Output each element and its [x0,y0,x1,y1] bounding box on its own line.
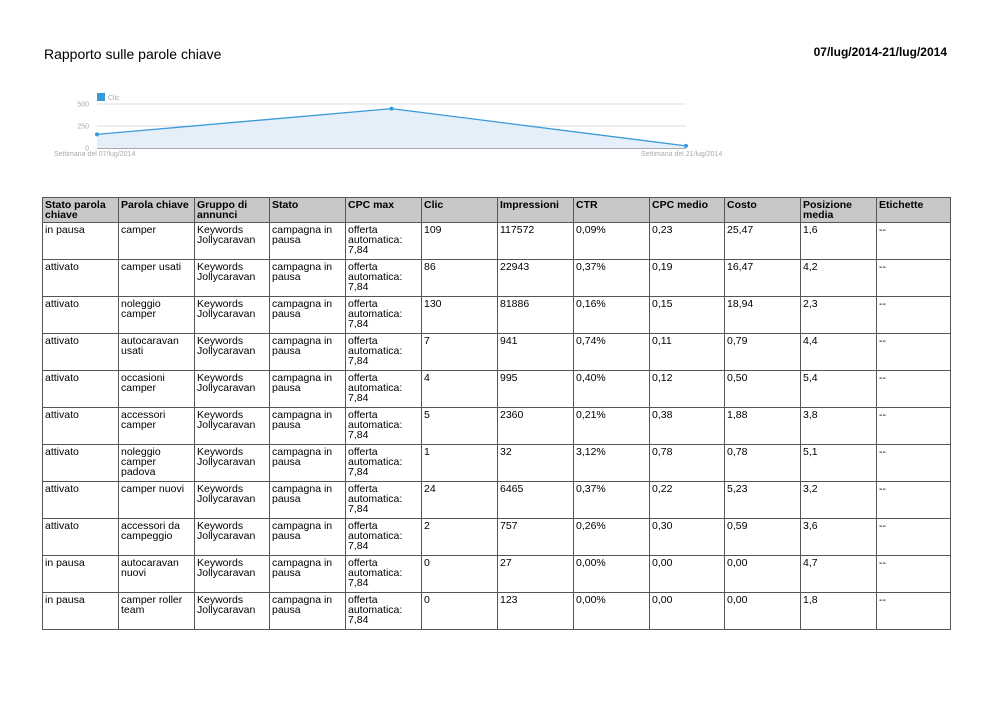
table-cell: 0,00 [650,593,725,630]
table-cell: attivato [43,371,119,408]
table-cell: accessori camper [119,408,195,445]
table-cell: 0,00% [574,593,650,630]
table-cell: 22943 [498,260,574,297]
table-cell: campagna in pausa [270,519,346,556]
table-cell: campagna in pausa [270,260,346,297]
clicks-area [97,109,686,148]
table-cell: Keywords Jollycaravan [195,556,270,593]
table-cell: 0,79 [725,334,801,371]
table-row [43,297,951,334]
table-cell: campagna in pausa [270,297,346,334]
table-cell: 32 [498,445,574,482]
table-cell: 4,4 [801,334,877,371]
table-cell: 0,50 [725,371,801,408]
table-cell: 7 [422,334,498,371]
table-cell: 5,23 [725,482,801,519]
table-cell: 0,40% [574,371,650,408]
table-cell: 0,30 [650,519,725,556]
table-cell: 16,47 [725,260,801,297]
table-cell: campagna in pausa [270,593,346,630]
table-cell: offerta automatica: 7,84 [346,556,422,593]
table-cell: in pausa [43,593,119,630]
table-cell: 4,7 [801,556,877,593]
table-cell: 3,12% [574,445,650,482]
table-cell: campagna in pausa [270,556,346,593]
table-cell: Keywords Jollycaravan [195,334,270,371]
table-cell: occasioni camper [119,371,195,408]
table-cell: autocaravan nuovi [119,556,195,593]
table-cell: offerta automatica: 7,84 [346,297,422,334]
table-cell: offerta automatica: 7,84 [346,482,422,519]
table-cell: 0,00 [725,556,801,593]
table-cell: offerta automatica: 7,84 [346,223,422,260]
table-row [43,482,951,519]
table-cell: 2,3 [801,297,877,334]
data-point-1 [390,107,394,111]
table-row [43,371,951,408]
table-cell: 5 [422,408,498,445]
table-cell: 3,8 [801,408,877,445]
table-cell: 3,2 [801,482,877,519]
table-cell: noleggio camper [119,297,195,334]
table-cell: 1,6 [801,223,877,260]
table-cell: 109 [422,223,498,260]
table-row [43,408,951,445]
table-cell: -- [877,556,951,593]
table-cell: 0 [422,556,498,593]
table-cell: 3,6 [801,519,877,556]
table-cell: 0,74% [574,334,650,371]
column-header: Stato [270,198,346,223]
table-cell: 18,94 [725,297,801,334]
column-header: Gruppo di annunci [195,198,270,223]
table-cell: 0,00 [650,556,725,593]
table-cell: 0,21% [574,408,650,445]
table-cell: 941 [498,334,574,371]
table-cell: 0,15 [650,297,725,334]
table-cell: campagna in pausa [270,482,346,519]
table-cell: -- [877,482,951,519]
table-cell: attivato [43,482,119,519]
table-cell: campagna in pausa [270,445,346,482]
table-cell: offerta automatica: 7,84 [346,445,422,482]
table-row [43,260,951,297]
table-cell: 0,11 [650,334,725,371]
data-point-2 [684,144,688,148]
table-cell: campagna in pausa [270,408,346,445]
table-cell: 0,16% [574,297,650,334]
table-cell: -- [877,519,951,556]
table-cell: 0,26% [574,519,650,556]
table-cell: 1,88 [725,408,801,445]
table-cell: campagna in pausa [270,371,346,408]
report-title: Rapporto sulle parole chiave [44,46,222,62]
table-cell: accessori da campeggio [119,519,195,556]
table-cell: attivato [43,408,119,445]
table-cell: -- [877,593,951,630]
table-cell: 6465 [498,482,574,519]
y-tick-label: 0 [85,145,89,153]
table-cell: 1,8 [801,593,877,630]
table-cell: -- [877,223,951,260]
keyword-table [42,197,951,630]
column-header: Impressioni [498,198,574,223]
table-cell: -- [877,371,951,408]
table-cell: 2360 [498,408,574,445]
table-cell: 117572 [498,223,574,260]
table-cell: attivato [43,445,119,482]
table-cell: 0,09% [574,223,650,260]
table-cell: Keywords Jollycaravan [195,519,270,556]
table-cell: 0,12 [650,371,725,408]
table-cell: -- [877,297,951,334]
table-cell: camper nuovi [119,482,195,519]
legend-swatch [97,93,105,101]
table-cell: 0,38 [650,408,725,445]
column-header: CPC medio [650,198,725,223]
table-cell: 5,4 [801,371,877,408]
table-cell: offerta automatica: 7,84 [346,371,422,408]
table-cell: 0,00% [574,556,650,593]
table-cell: -- [877,334,951,371]
table-cell: attivato [43,297,119,334]
table-cell: 2 [422,519,498,556]
date-range: 07/lug/2014-21/lug/2014 [813,45,947,59]
table-cell: Keywords Jollycaravan [195,223,270,260]
table-cell: 0,59 [725,519,801,556]
table-row [43,519,951,556]
table-cell: 0,00 [725,593,801,630]
table-cell: Keywords Jollycaravan [195,371,270,408]
table-cell: autocaravan usati [119,334,195,371]
column-header: Stato parola chiave [43,198,119,223]
column-header: CTR [574,198,650,223]
table-cell: -- [877,445,951,482]
legend-label: Clic [108,95,120,102]
table-cell: Keywords Jollycaravan [195,260,270,297]
column-header: Etichette [877,198,951,223]
table-cell: 24 [422,482,498,519]
table-cell: 757 [498,519,574,556]
table-cell: camper [119,223,195,260]
table-cell: 123 [498,593,574,630]
table-cell: Keywords Jollycaravan [195,445,270,482]
table-cell: campagna in pausa [270,223,346,260]
column-header: Posizione media [801,198,877,223]
clicks-chart [0,0,992,175]
table-cell: offerta automatica: 7,84 [346,260,422,297]
table-cell: 0,37% [574,260,650,297]
column-header: CPC max [346,198,422,223]
table-cell: 4,2 [801,260,877,297]
table-cell: 27 [498,556,574,593]
table-cell: campagna in pausa [270,334,346,371]
table-row [43,334,951,371]
table-cell: 81886 [498,297,574,334]
table-cell: 0 [422,593,498,630]
table-cell: 0,19 [650,260,725,297]
table-cell: in pausa [43,556,119,593]
x-tick-label: Settimana del 21/lug/2014 [641,151,723,158]
y-tick-label: 500 [77,101,89,109]
table-cell: offerta automatica: 7,84 [346,519,422,556]
table-cell: offerta automatica: 7,84 [346,334,422,371]
table-cell: attivato [43,260,119,297]
table-cell: 5,1 [801,445,877,482]
table-row [43,223,951,260]
table-cell: 995 [498,371,574,408]
table-cell: Keywords Jollycaravan [195,482,270,519]
table-cell: 0,78 [650,445,725,482]
table-cell: Keywords Jollycaravan [195,408,270,445]
table-cell: attivato [43,334,119,371]
column-header: Clic [422,198,498,223]
table-cell: 1 [422,445,498,482]
column-header: Costo [725,198,801,223]
table-row [43,556,951,593]
table-cell: offerta automatica: 7,84 [346,408,422,445]
table-cell: -- [877,260,951,297]
x-tick-label: Settimana del 07/lug/2014 [54,151,136,158]
table-cell: 4 [422,371,498,408]
table-cell: -- [877,408,951,445]
table-cell: 25,47 [725,223,801,260]
data-point-0 [95,132,99,136]
table-cell: 0,23 [650,223,725,260]
table-row [43,593,951,630]
table-cell: 0,22 [650,482,725,519]
table-cell: noleggio camper padova [119,445,195,482]
table-cell: camper usati [119,260,195,297]
table-cell: Keywords Jollycaravan [195,593,270,630]
table-cell: attivato [43,519,119,556]
table-row [43,445,951,482]
y-tick-label: 250 [77,123,89,131]
table-cell: camper roller team [119,593,195,630]
table-cell: 0,37% [574,482,650,519]
table-cell: offerta automatica: 7,84 [346,593,422,630]
table-cell: 86 [422,260,498,297]
table-cell: Keywords Jollycaravan [195,297,270,334]
table-cell: in pausa [43,223,119,260]
table-cell: 130 [422,297,498,334]
column-header: Parola chiave [119,198,195,223]
table-cell: 0,78 [725,445,801,482]
